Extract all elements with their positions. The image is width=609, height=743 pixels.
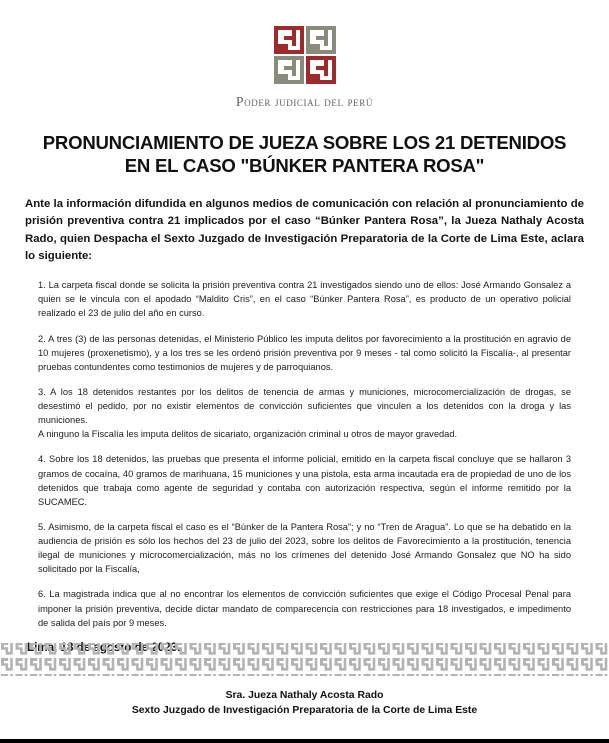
logo-quadrant-top-right [306,26,336,54]
footer-signer-name: Sra. Jueza Nathaly Acosta Rado [225,690,384,701]
footer-signature [0,688,609,718]
logo-quadrant-bottom-right [306,56,336,84]
poder-judicial-logo [274,26,336,84]
logo-quadrant-bottom-left [274,56,304,84]
paragraph-2-text: 2. A tres (3) de las personas detenidas, el Ministerio Público les imputa delitos por favorecimiento a la prostitución en agravio de 10 mujeres (proxenetismo), y a los tres se les ordenó prisión preventiva por 9 meses - tal como solicitó la Fiscalía-, al presentar pruebas contundentes como testimonios de mujeres y de parroquianos. [38,333,571,372]
document-header [0,0,609,110]
paragraph-1-text: 1. La carpeta fiscal donde se solicita la prisión preventiva contra 21 investigados siendo uno de ellos: José Armando Gonsalez a quien se le vincula con el apodado “Maldito Cris”, en el caso “Búnker Pantera Rosa”, es producto de un operativo policial realizado el 23 de julio del año en curso. [38,280,571,319]
paragraph-3-text: 3. A los 18 detenidos restantes por los delitos de tenencia de armas y municiones, microcomercialización de drogas, se desestimó el pedido, por no existir elementos de convicción suficientes que vinculen a los detenidos con la droga y las municiones. [38,386,571,426]
paragraph-6-text: 6. La magistrada indica que al no encontrar los elementos de convicción suficientes que exige el Código Procesal Penal para imponer la prisión preventiva, decide dictar mandato de comparecencia con restricciones para 18 investigados, e impedimento de salida del país por 9 meses. [38,589,571,628]
paragraph-5 [38,520,571,577]
page-title-line-2: EN EL CASO "BÚNKER PANTERA ROSA" [124,155,485,177]
footer-signer-office: Sexto Juzgado de Investigación Preparatoria de la Corte de Lima Este [131,705,478,717]
paragraph-4 [38,452,571,509]
bottom-black-bar [0,739,609,743]
paragraph-3 [38,385,571,442]
paragraph-2 [38,332,571,374]
lead-paragraph: Ante la información difundida en algunos medios de comunicación con relación al pronunciamiento de prisión preventiva contra 21 implicados por el caso “Búnker Pantera Rosa”, la Jueza Nathaly Acosta Rado, quien Despacha el Sexto Juzgado de Investigación Preparatoria de la Corte de Lima Este, aclara lo siguiente: [25,197,584,262]
paragraph-1 [38,278,571,320]
page-title-line-1: PRONUNCIAMIENTO DE JUEZA SOBRE LOS 21 DETENIDOS [42,132,567,153]
paragraph-6 [38,587,571,629]
body-paragraph-list [38,278,571,630]
paragraph-5-text: 5. Asimismo, de la carpeta fiscal el caso es el “Búnker de la Pantera Rosa”; y no “Tren de Aragua”. Lo que se ha debatido en la audiencia de prisión es sólo los hechos del 23 de julio del 2023, sobre los delitos de Favorecimiento a la prostitución, tenencia ilegal de municiones y microcomercialización, más no los crímenes del detenido José Armando Gonsalez que NO ha sido solicitado por la Fiscalía, [38,521,571,575]
organization-name: Poder judicial del perú [236,94,373,109]
paragraph-3-subline: A ninguno la Fiscalía les imputa delitos de sicariato, organización criminal u otros de mayor gravedad. [38,429,458,440]
page-title [26,131,583,178]
logo-quadrant-top-left [274,26,304,54]
paragraph-4-text: 4. Sobre los 18 detenidos, las pruebas que presenta el informe policial, emitido en la carpeta fiscal concluye que se hallaron 3 gramos de cocaína, 40 gramos de marihuana, 15 municiones y una pistola, esta arma incautada era de propiedad de uno de los detenidos que trabaja como agente de seguridad y contaba con autorización respectiva, según el informe remitido por la SUCAMEC. [38,454,571,507]
greca-border-decoration [0,641,609,678]
